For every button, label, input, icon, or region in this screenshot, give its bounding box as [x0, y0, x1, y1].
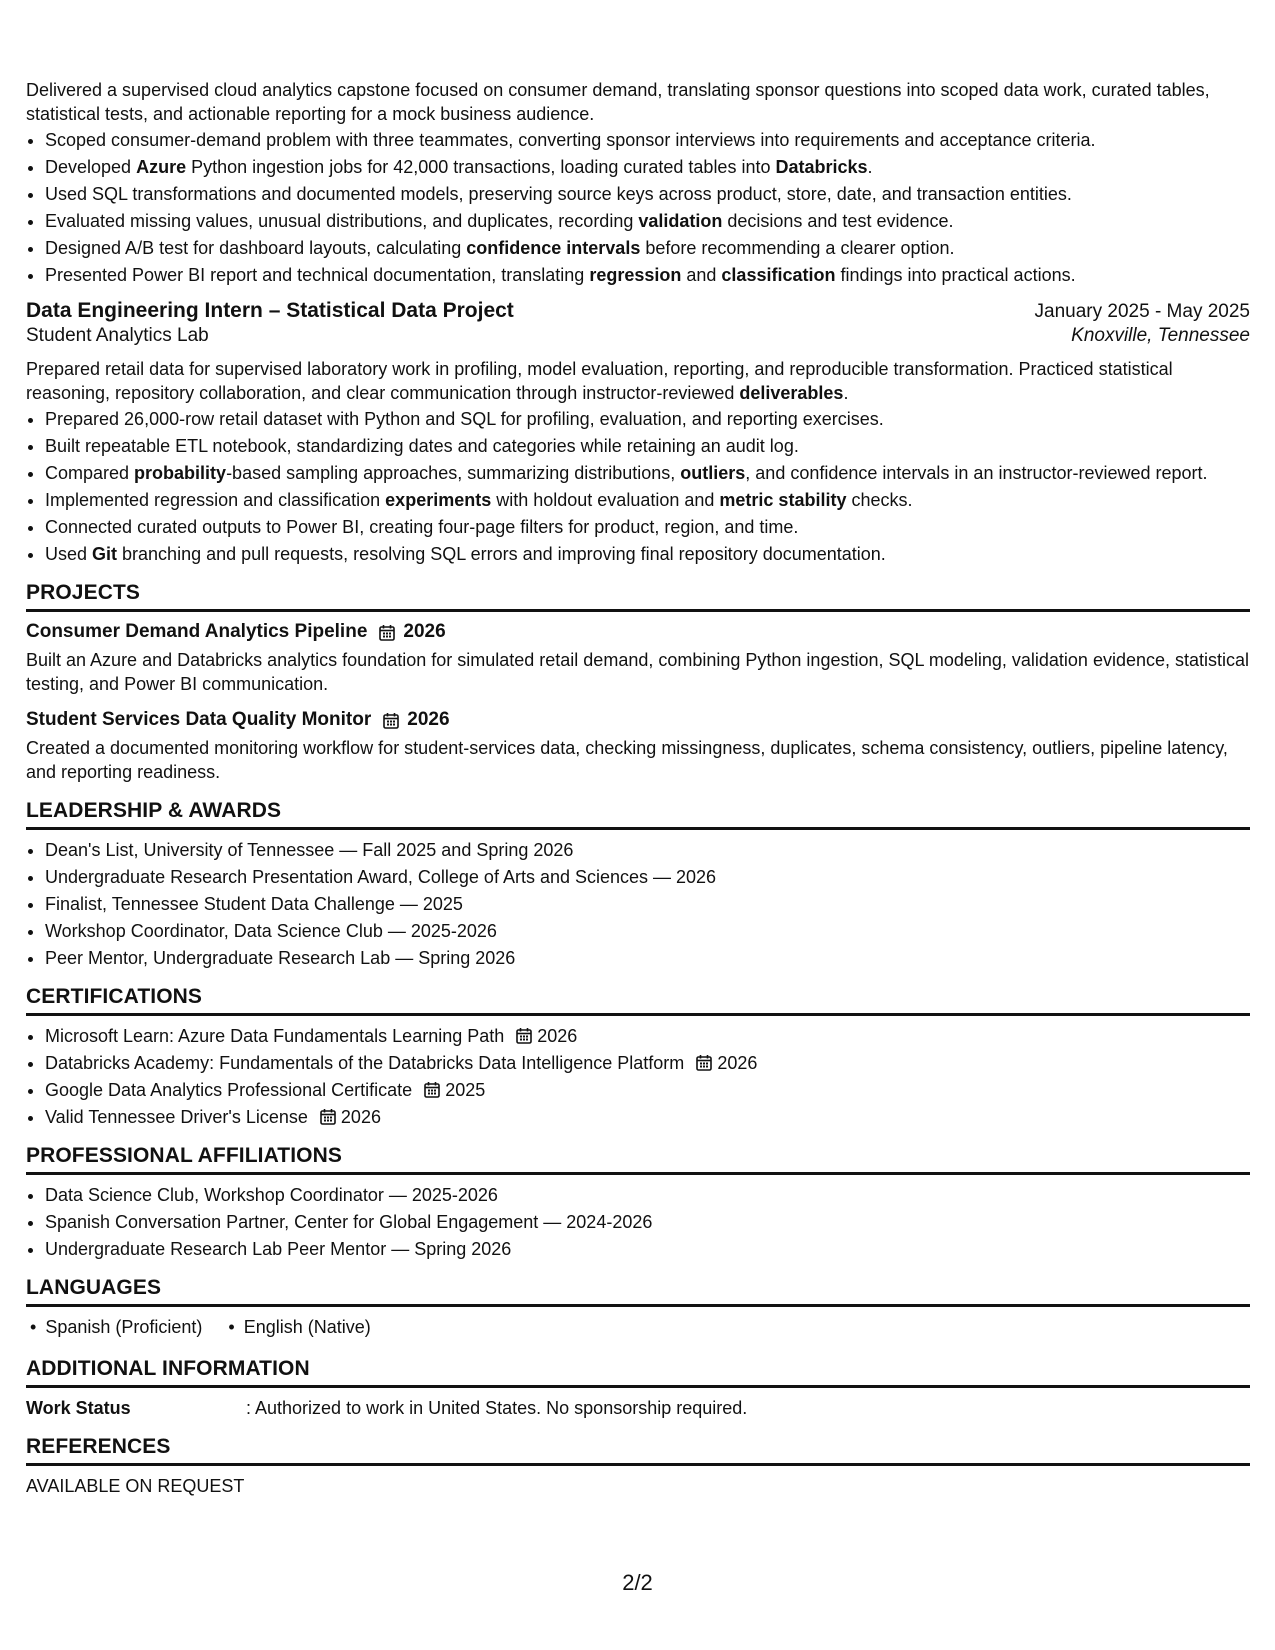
section-heading-leadership: LEADERSHIP & AWARDS — [26, 798, 1250, 830]
affiliations-list — [26, 1183, 1250, 1261]
role-dates: January 2025 - May 2025 — [1034, 301, 1250, 322]
certifications-list — [26, 1024, 1250, 1129]
section-heading-certifications: CERTIFICATIONS — [26, 984, 1250, 1016]
list-item: • Undergraduate Research Lab Peer Mentor — Spring 2026 — [45, 1237, 1250, 1261]
list-item: • Spanish (Proficient) — [26, 1315, 202, 1339]
list-item: • Implemented regression and classification experiments with holdout evaluation and metric stability checks. — [45, 488, 1250, 512]
list-item: • Presented Power BI report and technical documentation, translating regression and classification findings into practical actions. — [45, 263, 1250, 287]
list-item: • Compared probability-based sampling approaches, summarizing distributions, outliers, and confidence intervals in an instructor-reviewed report. — [45, 461, 1250, 485]
section-heading-additional: ADDITIONAL INFORMATION — [26, 1356, 1250, 1388]
role-bullets — [26, 407, 1250, 566]
list-item: • Valid Tennessee Driver's License 2026 — [45, 1105, 1250, 1129]
work-status-label: Work Status — [26, 1398, 131, 1418]
resume-content — [26, 78, 1250, 1498]
role-title: Data Engineering Intern – Statistical Data Project — [26, 299, 514, 322]
list-item: • Used SQL transformations and documented models, preserving source keys across product, store, date, and transaction entities. — [45, 182, 1250, 206]
list-item: • Connected curated outputs to Power BI, creating four-page filters for product, region, and time. — [45, 515, 1250, 539]
list-item: • Workshop Coordinator, Data Science Club — 2025-2026 — [45, 919, 1250, 943]
work-status-row — [26, 1396, 1250, 1420]
list-item: • Used Git branching and pull requests, resolving SQL errors and improving final repository documentation. — [45, 542, 1250, 566]
list-item: • Designed A/B test for dashboard layouts, calculating confidence intervals before recommending a clearer option. — [45, 236, 1250, 260]
list-item: • Microsoft Learn: Azure Data Fundamentals Learning Path 2026 — [45, 1024, 1250, 1048]
list-item: • English (Native) — [224, 1315, 370, 1339]
section-heading-languages: LANGUAGES — [26, 1275, 1250, 1307]
list-item: • Google Data Analytics Professional Certificate 2025 — [45, 1078, 1250, 1102]
list-item: • Spanish Conversation Partner, Center for Global Engagement — 2024-2026 — [45, 1210, 1250, 1234]
list-item: • Finalist, Tennessee Student Data Challenge — 2025 — [45, 892, 1250, 916]
experience-bullets — [26, 128, 1250, 287]
list-item: • Undergraduate Research Presentation Award, College of Arts and Sciences — 2026 — [45, 865, 1250, 889]
list-item: • Data Science Club, Workshop Coordinator — 2025-2026 — [45, 1183, 1250, 1207]
role-location: Knoxville, Tennessee — [1071, 325, 1250, 346]
project-year: 2026 — [403, 621, 446, 642]
project-title: Student Services Data Quality Monitor 2026 — [26, 709, 450, 730]
list-item: • Peer Mentor, Undergraduate Research Lab — Spring 2026 — [45, 946, 1250, 970]
calendar-icon — [383, 712, 399, 729]
list-item: • Prepared 26,000-row retail dataset with Python and SQL for profiling, evaluation, and reporting exercises. — [45, 407, 1250, 431]
list-item: • Evaluated missing values, unusual distributions, and duplicates, recording validation decisions and test evidence. — [45, 209, 1250, 233]
role-summary: Prepared retail data for supervised laboratory work in profiling, model evaluation, reporting, and reproducible transformation. Practiced statistical reasoning, repository collaboration, and clear communication through instructor-reviewed deliverables. — [26, 359, 1173, 403]
project-description: Built an Azure and Databricks analytics foundation for simulated retail demand, combining Python ingestion, SQL modeling, validation evidence, statistical testing, and Power BI communication. — [26, 650, 1250, 694]
list-item: • Built repeatable ETL notebook, standardizing dates and categories while retaining an audit log. — [45, 434, 1250, 458]
project-year: 2026 — [407, 709, 450, 730]
calendar-icon — [424, 1081, 440, 1098]
section-heading-affiliations: PROFESSIONAL AFFILIATIONS — [26, 1143, 1250, 1175]
section-heading-references: REFERENCES — [26, 1434, 1250, 1466]
calendar-icon — [516, 1027, 532, 1044]
page-number: 2/2 — [622, 1570, 653, 1595]
list-item: • Developed Azure Python ingestion jobs for 42,000 transactions, loading curated tables into Databricks. — [45, 155, 1250, 179]
experience-summary: Delivered a supervised cloud analytics capstone focused on consumer demand, translating sponsor questions into scoped data work, curated tables, statistical tests, and actionable reporting for a mock business audience. — [26, 80, 1210, 124]
section-heading-projects: PROJECTS — [26, 580, 1250, 612]
calendar-icon — [696, 1054, 712, 1071]
languages-list — [26, 1315, 1250, 1342]
list-item: • Databricks Academy: Fundamentals of the Databricks Data Intelligence Platform 2026 — [45, 1051, 1250, 1075]
work-status-value: : Authorized to work in United States. No sponsorship required. — [246, 1398, 748, 1418]
list-item: • Scoped consumer-demand problem with three teammates, converting sponsor interviews into requirements and acceptance criteria. — [45, 128, 1250, 152]
references-text: AVAILABLE ON REQUEST — [26, 1476, 245, 1496]
list-item: • Dean's List, University of Tennessee — Fall 2025 and Spring 2026 — [45, 838, 1250, 862]
project-description: Created a documented monitoring workflow for student-services data, checking missingness, duplicates, schema consistency, outliers, pipeline latency, and reporting readiness. — [26, 738, 1228, 782]
role-org: Student Analytics Lab — [26, 325, 209, 346]
calendar-icon — [320, 1108, 336, 1125]
role-header — [26, 299, 1250, 324]
calendar-icon — [379, 624, 395, 641]
role-org-row — [26, 324, 1250, 348]
project-title: Consumer Demand Analytics Pipeline 2026 — [26, 621, 446, 642]
leadership-list — [26, 838, 1250, 970]
